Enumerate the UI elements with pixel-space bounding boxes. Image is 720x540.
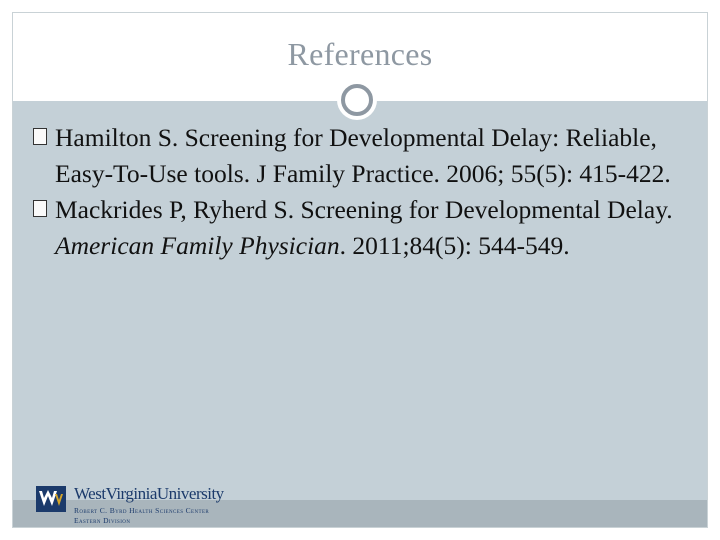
- reference-citation: . 2011;84(5): 544-549.: [339, 231, 570, 260]
- wvu-logo: [36, 484, 296, 534]
- reference-list: [33, 120, 693, 264]
- logo-name: WestVirginiaUniversity: [74, 484, 224, 503]
- logo-line-2: Eastern Division: [74, 516, 131, 525]
- circle-ornament-icon: [337, 80, 377, 120]
- journal-title: American Family Physician: [55, 231, 340, 260]
- reference-item: [33, 192, 693, 264]
- logo-subtitle: [74, 506, 209, 526]
- reference-item: [33, 120, 693, 192]
- logo-line-1: Robert C. Byrd Health Sciences Center: [74, 506, 210, 515]
- slide-title: References: [287, 36, 433, 72]
- wvu-flying-wv-icon: [36, 486, 66, 512]
- reference-text: Hamilton S. Screening for Developmental Delay: Reliable, Easy-To-Use tools. J Family Practice. 2006; 55(5): 415-422.: [55, 123, 671, 188]
- bullet-box-icon: [33, 128, 47, 145]
- reference-text: Mackrides P, Ryherd S. Screening for Developmental Delay.: [55, 195, 673, 224]
- bullet-box-icon: [33, 200, 47, 217]
